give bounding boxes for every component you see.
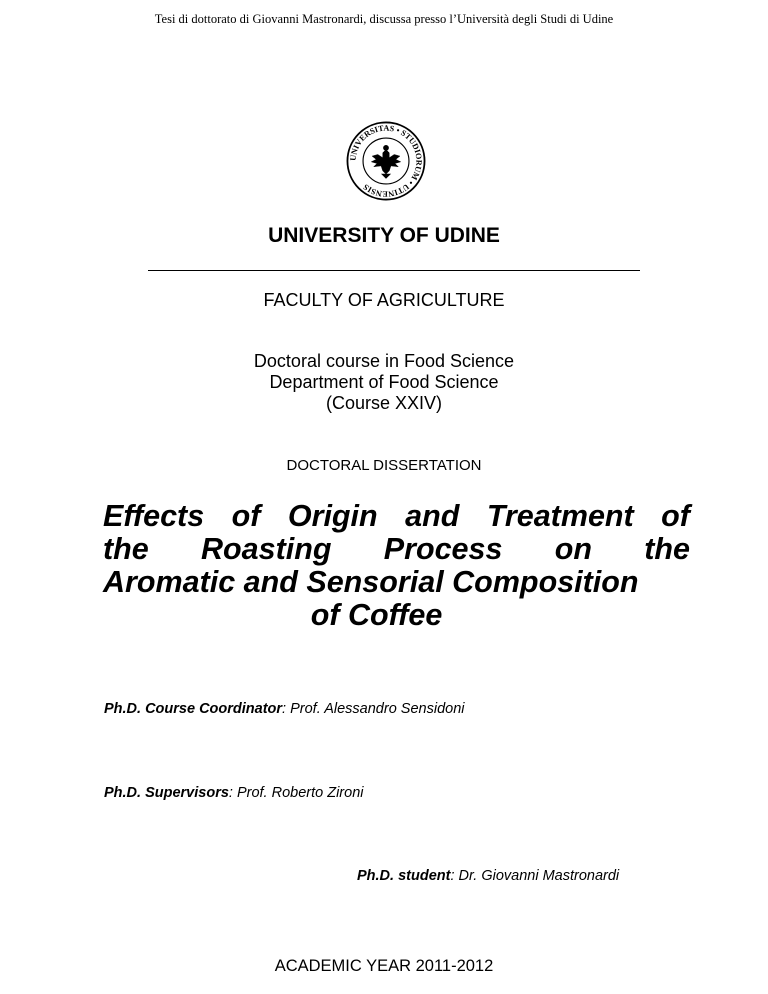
coordinator-credit bbox=[104, 701, 464, 717]
separator: : bbox=[450, 868, 459, 884]
title-word: Origin bbox=[287, 499, 378, 533]
student-label: Ph.D. student bbox=[357, 868, 451, 884]
title-word: of bbox=[231, 499, 261, 533]
title-word: Effects bbox=[103, 499, 205, 533]
university-seal-icon bbox=[345, 120, 427, 202]
title-line-1 bbox=[103, 500, 690, 533]
supervisors-name: Prof. Roberto Zironi bbox=[236, 785, 364, 801]
title-word: Treatment bbox=[486, 499, 634, 533]
dissertation-title bbox=[103, 500, 690, 632]
supervisors-label: Ph.D. Supervisors bbox=[104, 785, 229, 801]
title-word: and bbox=[405, 499, 460, 533]
coordinator-label: Ph.D. Course Coordinator bbox=[104, 701, 283, 717]
document-type: DOCTORAL DISSERTATION bbox=[286, 457, 482, 474]
title-word: Process bbox=[383, 532, 503, 566]
separator: : bbox=[282, 701, 291, 717]
title-word: the bbox=[103, 532, 149, 566]
title-word: on bbox=[554, 532, 592, 566]
student-credit bbox=[357, 868, 619, 884]
coordinator-name: Prof. Alessandro Sensidoni bbox=[290, 701, 465, 717]
faculty-name: FACULTY OF AGRICULTURE bbox=[263, 290, 505, 310]
student-name: Dr. Giovanni Mastronardi bbox=[458, 868, 620, 884]
title-word: Roasting bbox=[201, 532, 332, 566]
department-line: Department of Food Science bbox=[269, 372, 499, 392]
course-number-line: (Course XXIV) bbox=[325, 393, 443, 413]
divider-rule bbox=[148, 270, 640, 271]
supervisors-credit bbox=[104, 785, 364, 801]
university-name: UNIVERSITY OF UDINE bbox=[268, 224, 500, 247]
title-word: the bbox=[644, 532, 690, 566]
svg-text:UNIVERSITAS • STUDIORUM • UTIN: UNIVERSITAS • STUDIORUM • UTINENSIS bbox=[348, 123, 424, 199]
title-line-4: of Coffee bbox=[310, 598, 443, 632]
course-line: Doctoral course in Food Science bbox=[253, 351, 515, 371]
separator: : bbox=[228, 785, 237, 801]
title-word: of bbox=[661, 499, 690, 533]
header-note: Tesi di dottorato di Giovanni Mastronardi, discussa presso l’Università degli Studi di Udine bbox=[154, 12, 614, 26]
course-info bbox=[0, 351, 768, 414]
academic-year: ACADEMIC YEAR 2011-2012 bbox=[274, 957, 494, 975]
title-line-2 bbox=[103, 533, 690, 566]
title-line-3: Aromatic and Sensorial Composition bbox=[103, 565, 639, 599]
